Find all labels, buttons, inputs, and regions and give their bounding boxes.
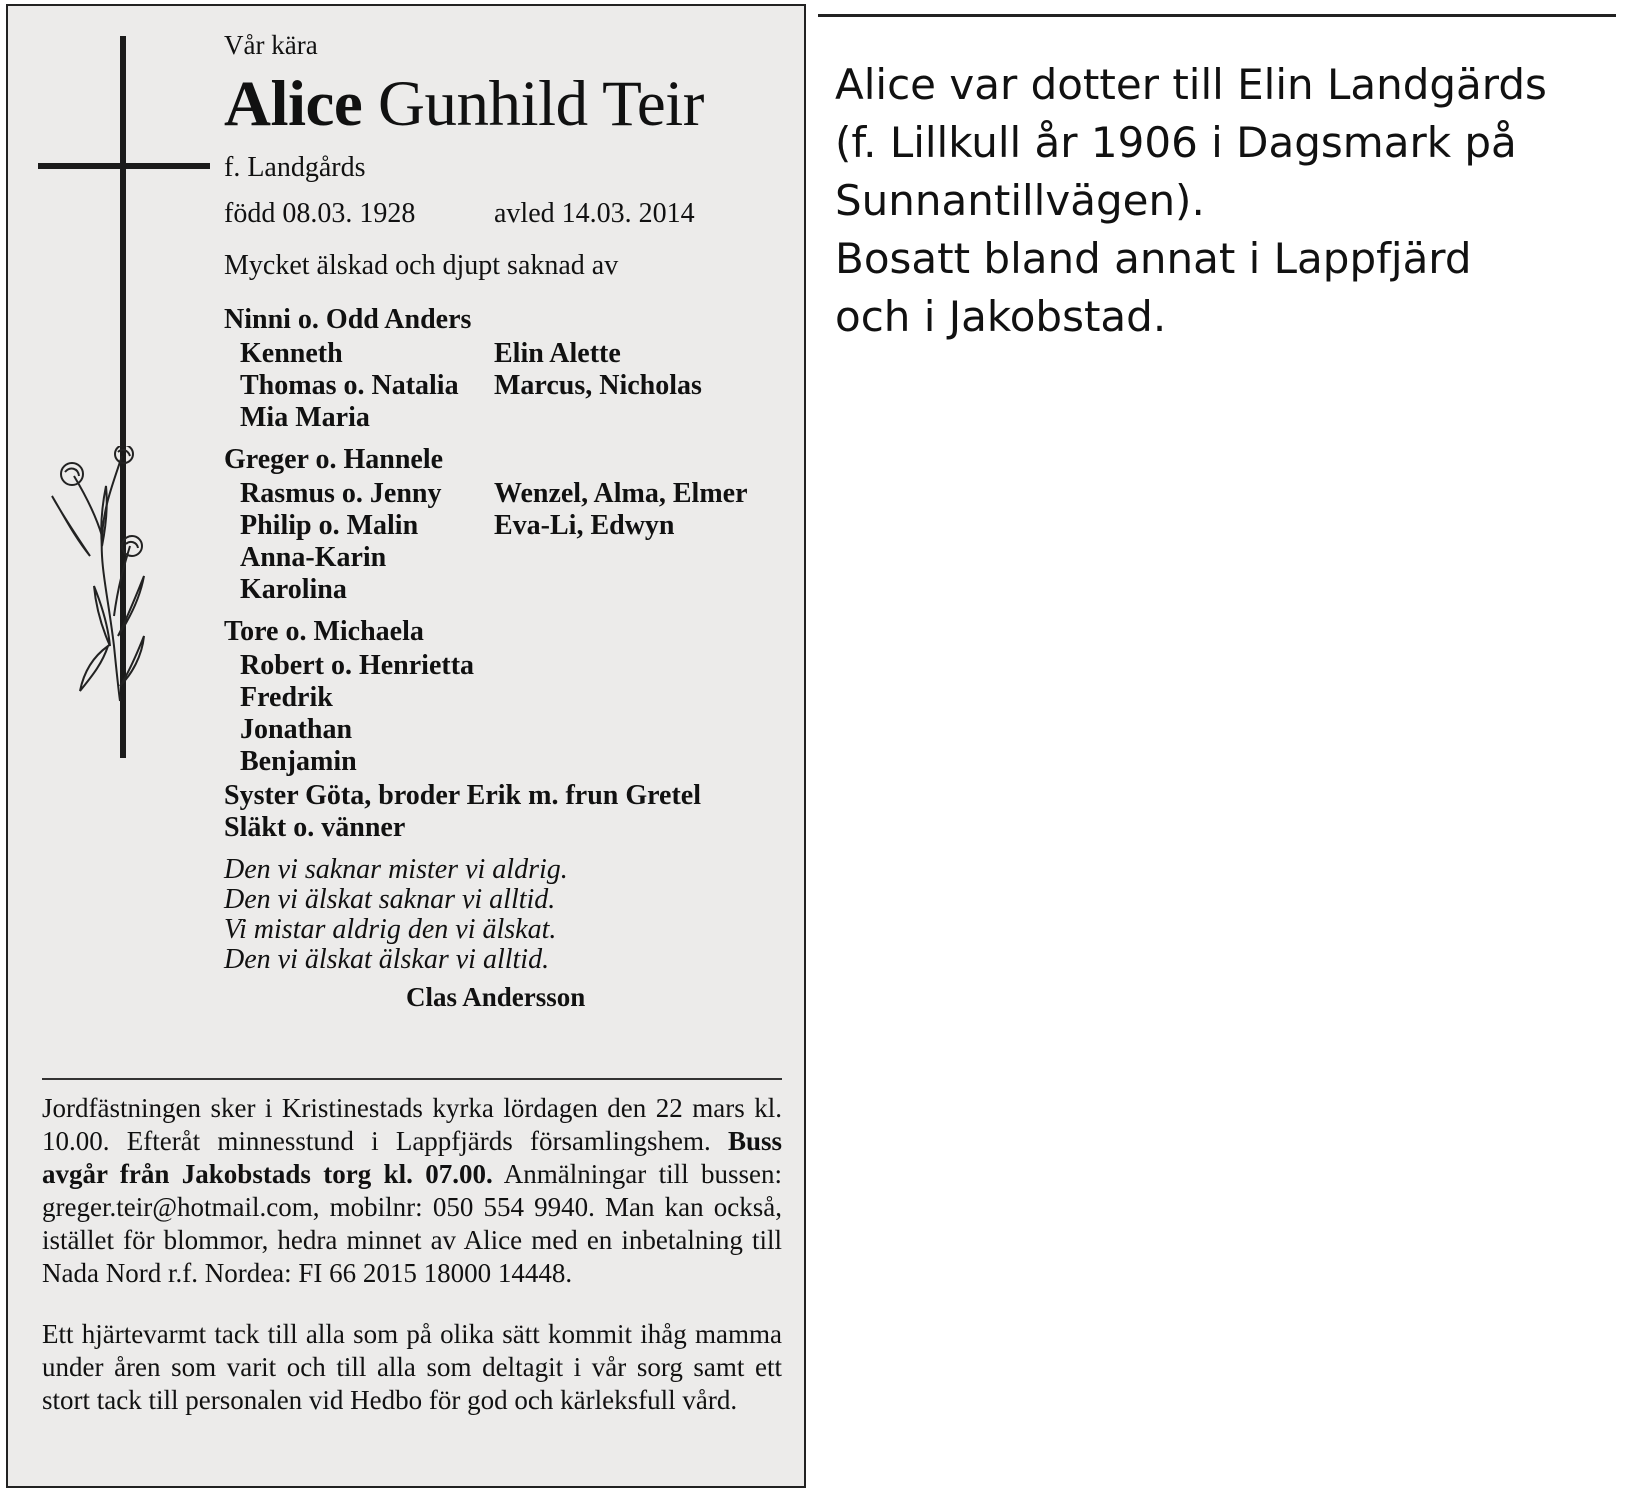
divider [42,1078,782,1080]
death-date: avled 14.03. 2014 [494,198,695,229]
verse-author: Clas Andersson [406,982,586,1012]
cross-arm [38,163,210,169]
intro-text: Vår kära [224,30,318,60]
maiden-name: f. Landgårds [224,152,366,183]
obituary-notice [6,4,806,1488]
family-line: Karolina [240,574,347,605]
family-line: Philip o. Malin [240,510,419,541]
family-line: Thomas o. Natalia [240,370,459,401]
note-line: Alice var dotter till Elin Landgärds [835,60,1547,109]
family-line: Wenzel, Alma, Elmer [494,478,748,509]
bus-info: Buss avgår från Jakobstads torg kl. 07.00. [42,1126,783,1189]
annotation-note [835,56,1625,346]
middle-last-name: Gunhild Teir [378,68,704,140]
verse-line: Den vi älskat saknar vi alltid. [224,884,556,915]
verse-line: Den vi älskat älskar vi alltid. [224,944,550,975]
family-line: Ninni o. Odd Anders [224,304,472,335]
family-line: Syster Göta, broder Erik m. frun Gretel [224,780,701,811]
verse-line: Den vi saknar mister vi aldrig. [224,854,568,885]
family-line: Rasmus o. Jenny [240,478,442,509]
note-line: Sunnantillvägen). [835,176,1205,225]
funeral-paragraph [42,1092,782,1290]
mourned-by: Mycket älskad och djupt saknad av [224,250,619,281]
thanks-text: Ett hjärtevarmt tack till alla som på olika sätt kommit ihåg mamma under åren som varit och till alla som deltagit i vår sorg samt ett stort tack till personalen vid Hedbo för god och kärleksfull vård. [42,1319,782,1415]
top-rule [818,14,1616,17]
first-name: Alice [224,68,363,140]
funeral-text: Jordfästningen sker i Kristinestads kyrka lördagen den 22 mars kl. 10.00. Efteråt minnesstund i Lappfjärds församlingshem. [42,1093,782,1156]
funeral-contact: Anmälningar till bussen: greger.teir@hotmail.com, mobilnr: 050 554 9940. Man kan också, istället för blommor, hedra minnet av Alice med en inbetalning till Nada Nord r.f. Nordea: FI 66 2015 18000 14448. [42,1159,782,1288]
verse-line: Vi mistar aldrig den vi älskat. [224,914,557,945]
family-line: Mia Maria [240,402,370,433]
note-line: (f. Lillkull år 1906 i Dagsmark på [835,118,1517,167]
family-line: Jonathan [240,714,353,745]
thanks-paragraph [42,1318,782,1417]
family-line: Eva-Li, Edwyn [494,510,675,541]
family-line: Marcus, Nicholas [494,370,702,401]
family-line: Släkt o. vänner [224,812,406,843]
family-line: Tore o. Michaela [224,616,424,647]
deceased-name [224,68,704,140]
family-line: Elin Alette [494,338,621,369]
family-line: Fredrik [240,682,333,713]
note-line: och i Jakobstad. [835,292,1167,341]
family-line: Robert o. Henrietta [240,650,475,681]
family-line: Greger o. Hannele [224,444,444,475]
birth-date: född 08.03. 1928 [224,198,416,229]
family-line: Benjamin [240,746,357,777]
family-line: Anna-Karin [240,542,387,573]
family-line: Kenneth [240,338,343,369]
note-line: Bosatt bland annat i Lappfjärd [835,234,1472,283]
flower-icon [44,446,164,706]
